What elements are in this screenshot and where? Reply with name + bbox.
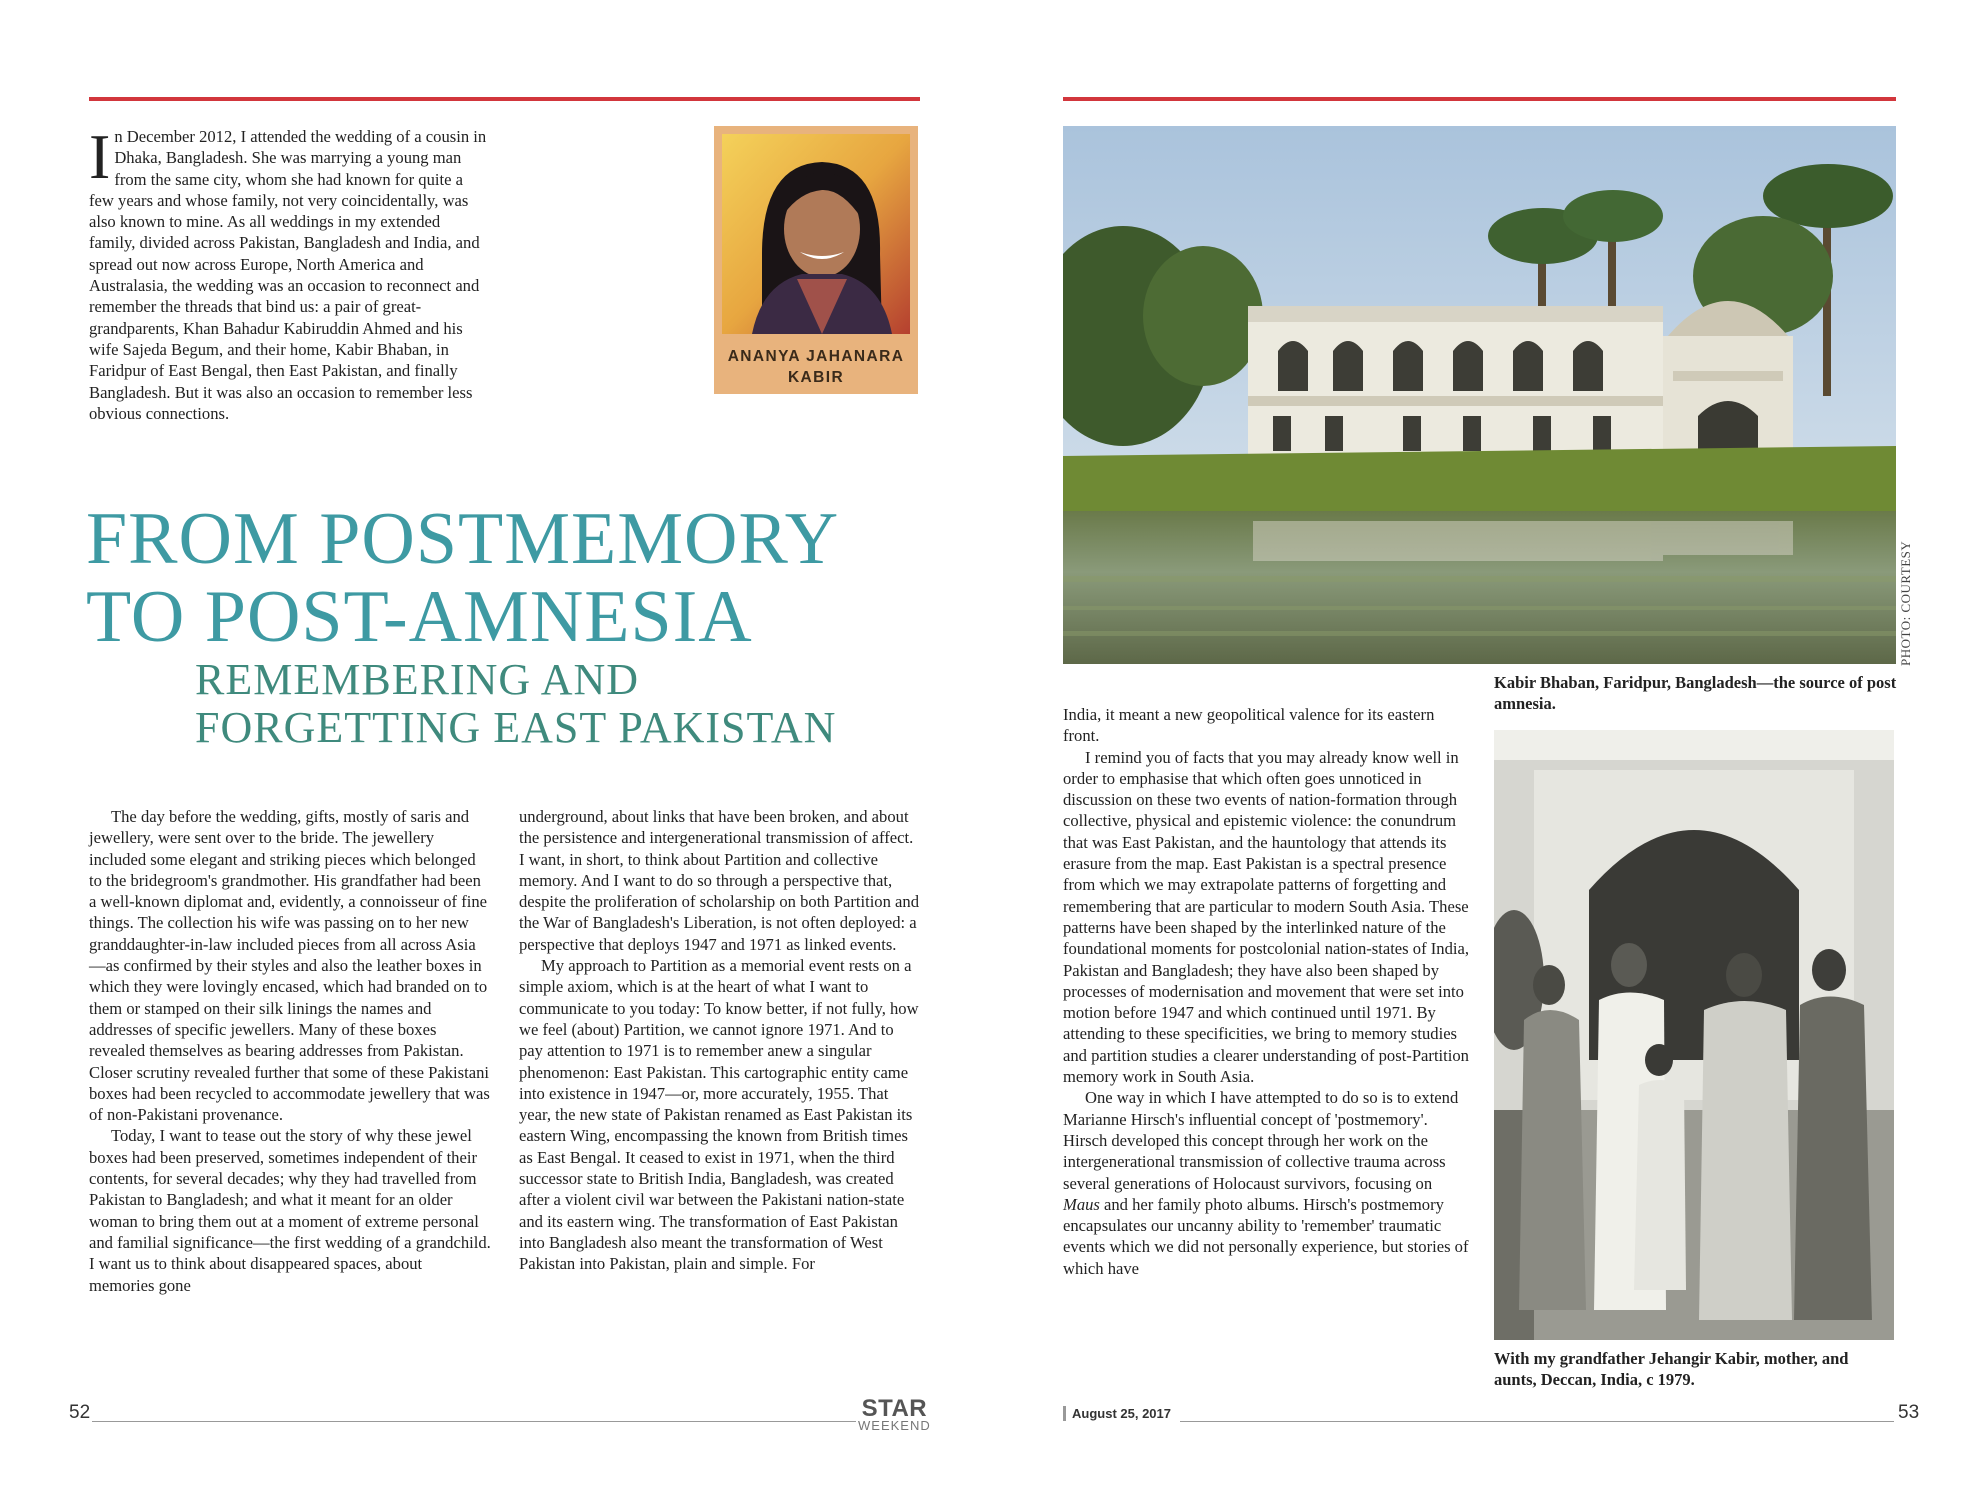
col1-paragraph-2: Today, I want to tease out the story of why these jewel boxes had been preserved, sometimes independent of their contents, for several decades; why they had travelled from Pakistan to Bangladesh; and what it meant for an older woman to bring them out at a moment of extreme personal and familial significance—the first wedding of a grandchild. I want us to think about disappeared spaces, about memories gone	[89, 1126, 491, 1295]
intro-paragraph	[89, 121, 489, 424]
col3-p2-after: and her family photo albums. Hirsch's postmemory encapsulates our uncanny ability to 'remember' traumatic events which we did not personally experience, but stories of which have	[1063, 1194, 1469, 1278]
family-image	[1494, 730, 1894, 1340]
photo-credit: PHOTO: COURTESY	[1898, 540, 1913, 666]
col2-paragraph-1: underground, about links that have been broken, and about the persistence and intergenerational transmission of affect. I want, in short, to think about Partition and collective memory. And I want to do so through a perspective that, despite the proliferation of scholarship on both Partition and the War of Bangladesh's Liberation, is not often deployed: a perspective that deploys 1947 and 1971 as linked events.	[519, 807, 920, 954]
top-rule-left	[89, 97, 920, 101]
col3-paragraph-1: I remind you of facts that you may already know well in order to emphasise that which often goes unnoticed in discussion on these two events of nation-formation through collective, physical and epistemic violence: the conundrum that was East Pakistan, and the hauntology that attends its erasure from the map. East Pakistan is a spectral presence from which we may extrapolate patterns of forgetting and remembering that are particular to modern South Asia. These patterns have been shaped by the interlinked nature of the foundational moments for postcolonial nation-states of India, Pakistan and Bangladesh; they have also been shaped by processes of modernisation and movement that were set into motion before 1947 and which continued until 1971. By attending to these specificities, we bring to memory studies and partition studies a clearer understanding of post-Partition memory work in South Asia.	[1063, 747, 1469, 1087]
title-line1: FROM POSTMEMORY	[86, 498, 840, 580]
footer-rule-left	[92, 1421, 856, 1422]
author-name-line2: KABIR	[787, 369, 845, 386]
author-name-line1: ANANYA JAHANARA	[727, 348, 905, 365]
family-photo	[1494, 730, 1894, 1340]
body-column-3	[1063, 704, 1469, 1279]
col3-lead: India, it meant a new geopolitical valence for its eastern front.	[1063, 705, 1435, 746]
logo-star: STAR	[861, 1395, 928, 1422]
drop-cap: I	[89, 121, 111, 192]
body-column-2	[519, 806, 921, 1275]
col3-p2-italic: Maus	[1063, 1194, 1100, 1214]
star-weekend-logo	[858, 1395, 931, 1433]
author-portrait-image	[722, 134, 910, 334]
col3-paragraph-2	[1063, 1087, 1469, 1279]
author-photo	[722, 134, 910, 334]
kabir-bhaban-photo	[1063, 126, 1896, 664]
title-line2: TO POST-AMNESIA	[86, 576, 753, 658]
page-number-right: 53	[1898, 1402, 1920, 1423]
col2-paragraph-2: My approach to Partition as a memorial event rests on a simple axiom, which is at the heart of what I want to communicate to you today: To know better, if not fully, how we feel (about) Partition, we cannot ignore 1971. And to pay attention to 1971 is to remember anew a singular phenomenon: East Pakistan. This cartographic entity came into existence in 1947—or, more accurately, 1955. That year, the new state of Pakistan renamed as East Pakistan its eastern Wing, encompassing the known from British times as East Bengal. It ceased to exist in 1971, when the third successor state to British India, Bangladesh, was created after a violent civil war between the Pakistani nation-state and its eastern wing. The transformation of East Pakistan into Bangladesh also meant the transformation of West Pakistan into Pakistan, plain and simple. For	[519, 956, 919, 1274]
page-number-left: 52	[69, 1402, 91, 1423]
subtitle-line2: FORGETTING EAST PAKISTAN	[195, 703, 837, 752]
article-title	[86, 500, 926, 656]
photo-caption-2: With my grandfather Jehangir Kabir, mother, and aunts, Deccan, India, c 1979.	[1494, 1349, 1849, 1389]
col1-paragraph-1: The day before the wedding, gifts, mostly of saris and jewellery, were sent over to the bride. The jewellery included some elegant and striking pieces which belonged to the bridegroom's grandmother. His grandfather had been a well-known diplomat and, evidently, a connoisseur of fine things. The collection his wife was passing on to her new granddaughter-in-law included pieces from all across Asia—as confirmed by their styles and also the leather boxes in which they were lovingly encased, which had branded on to them or stamped on their silk linings the names and addresses of specific jewellers. Many of these boxes revealed themselves as bearing addresses from Pakistan. Closer scrutiny revealed further that some of these Pakistani boxes had been recycled to accommodate jewellery that was of non-Pakistani provenance.	[89, 807, 490, 1125]
issue-date: August 25, 2017	[1063, 1406, 1171, 1421]
col3-p2-before: One way in which I have attempted to do so is to extend Marianne Hirsch's influential concept of 'postmemory'. Hirsch developed this concept through her work on the intergenerational transmission of collective trauma across several generations of Holocaust survivors, focusing on	[1063, 1088, 1459, 1193]
footer-rule-right	[1180, 1421, 1894, 1422]
logo-weekend: WEEKEND	[858, 1418, 931, 1433]
body-column-1	[89, 806, 491, 1296]
article-subtitle	[195, 656, 935, 752]
subtitle-line1: REMEMBERING AND	[195, 655, 640, 704]
intro-text: n December 2012, I attended the wedding of a cousin in Dhaka, Bangladesh. She was marrying a young man from the same city, whom she had known for quite a few years and whose family, not very coincidentally, was also known to mine. As all weddings in my extended family, divided across Pakistan, Bangladesh and India, and spread out now across Europe, North America and Australasia, the wedding was an occasion to reconnect and remember the threads that bind us: a pair of great-grandparents, Khan Bahadur Kabiruddin Ahmed and his wife Sajeda Begum, and their home, Kabir Bhaban, in Faridpur of East Bengal, then East Pakistan, and finally Bangladesh. But it was also an occasion to remember less obvious connections.	[89, 127, 487, 423]
photo-caption-1: Kabir Bhaban, Faridpur, Bangladesh—the source of post amnesia.	[1494, 673, 1897, 713]
author-name	[714, 346, 918, 388]
author-box	[714, 126, 918, 394]
kabir-bhaban-image	[1063, 126, 1896, 664]
top-rule-right	[1063, 97, 1896, 101]
